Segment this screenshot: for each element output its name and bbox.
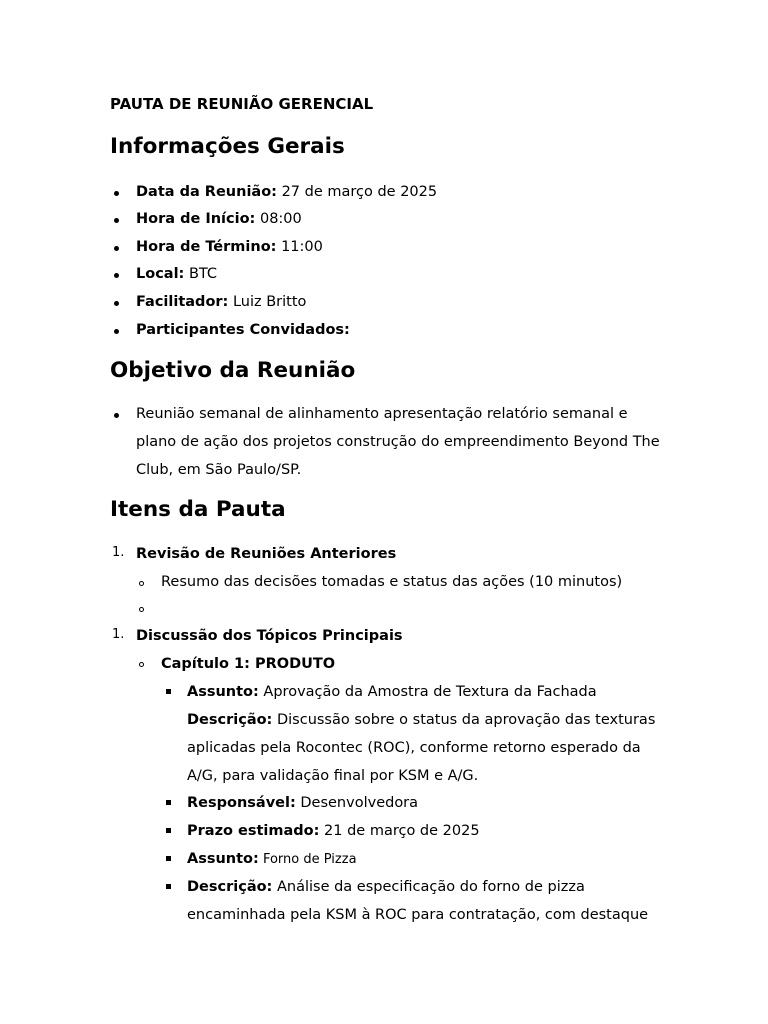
field-label: Responsável: bbox=[187, 795, 296, 811]
bullet bbox=[114, 301, 119, 306]
field-label: Prazo estimado: bbox=[187, 823, 320, 839]
list-number: 1. bbox=[112, 545, 125, 560]
info-value: 08:00 bbox=[255, 211, 302, 227]
circle-bullet bbox=[139, 607, 144, 612]
bullet bbox=[114, 273, 119, 278]
descricao-facade-line-3: A/G, para validação final por KSM e A/G. bbox=[187, 768, 479, 784]
info-item-end bbox=[136, 237, 323, 257]
square-bullet bbox=[166, 800, 171, 805]
info-value: 27 de março de 2025 bbox=[276, 184, 438, 200]
info-item-participants bbox=[136, 320, 350, 340]
info-label: Facilitador: bbox=[136, 294, 229, 310]
info-label: Participantes Convidados: bbox=[136, 322, 350, 338]
assunto-facade bbox=[187, 682, 597, 702]
info-value: Luiz Britto bbox=[228, 294, 307, 310]
info-label: Hora de Início: bbox=[136, 211, 256, 227]
field-label: Assunto: bbox=[187, 684, 259, 700]
info-value: 11:00 bbox=[276, 239, 323, 255]
prazo-estimado bbox=[187, 821, 480, 841]
assunto-pizza-oven bbox=[187, 849, 357, 870]
document-title: PAUTA DE REUNIÃO GERENCIAL bbox=[110, 95, 374, 113]
agenda-item-discussion-title: Discussão dos Tópicos Principais bbox=[136, 628, 403, 644]
square-bullet bbox=[166, 884, 171, 889]
descricao-facade-line-2: aplicadas pela Rocontec (ROC), conforme retorno esperado da bbox=[187, 740, 641, 756]
field-label: Assunto: bbox=[187, 851, 259, 867]
square-bullet bbox=[166, 828, 171, 833]
field-value: Desenvolvedora bbox=[295, 795, 419, 811]
field-label: Descrição: bbox=[187, 879, 273, 895]
field-label: Descrição: bbox=[187, 712, 273, 728]
descricao-facade-line-1 bbox=[187, 710, 655, 730]
info-label: Local: bbox=[136, 266, 185, 282]
info-label: Hora de Término: bbox=[136, 239, 277, 255]
info-value: BTC bbox=[184, 266, 218, 282]
circle-bullet bbox=[139, 662, 144, 667]
responsavel bbox=[187, 793, 418, 813]
descricao-pizza-line-2: encaminhada pela KSM à ROC para contratação, com destaque bbox=[187, 907, 649, 923]
square-bullet bbox=[166, 856, 171, 861]
info-item-date bbox=[136, 182, 437, 202]
field-value: 21 de março de 2025 bbox=[319, 823, 480, 839]
agenda-item-review-title: Revisão de Reuniões Anteriores bbox=[136, 546, 397, 562]
objective-line-3: Club, em São Paulo/SP. bbox=[136, 462, 302, 478]
chapter-title: Capítulo 1: PRODUTO bbox=[161, 656, 336, 672]
agenda-subitem-summary: Resumo das decisões tomadas e status das ações (10 minutos) bbox=[161, 574, 623, 590]
bullet bbox=[114, 329, 119, 334]
bullet bbox=[114, 191, 119, 196]
objective-line-1: Reunião semanal de alinhamento apresentação relatório semanal e bbox=[136, 406, 628, 422]
info-item-location bbox=[136, 264, 217, 284]
heading-itens-pauta: Itens da Pauta bbox=[110, 497, 286, 522]
heading-informacoes-gerais: Informações Gerais bbox=[110, 134, 345, 159]
list-number: 1. bbox=[112, 627, 125, 642]
bullet bbox=[114, 246, 119, 251]
field-value: Forno de Pizza bbox=[258, 852, 357, 867]
info-item-facilitator bbox=[136, 292, 306, 312]
field-value: Análise da especificação do forno de pizza bbox=[272, 879, 585, 895]
bullet bbox=[114, 413, 119, 418]
circle-bullet bbox=[139, 581, 144, 586]
info-item-start bbox=[136, 209, 302, 229]
square-bullet bbox=[166, 689, 171, 694]
heading-objetivo: Objetivo da Reunião bbox=[110, 358, 356, 383]
info-label: Data da Reunião: bbox=[136, 184, 277, 200]
field-value: Aprovação da Amostra de Textura da Fachada bbox=[258, 684, 597, 700]
descricao-pizza-line-1 bbox=[187, 877, 585, 897]
objective-line-2: plano de ação dos projetos construção do empreendimento Beyond The bbox=[136, 434, 660, 450]
field-value: Discussão sobre o status da aprovação das texturas bbox=[272, 712, 656, 728]
bullet bbox=[114, 218, 119, 223]
